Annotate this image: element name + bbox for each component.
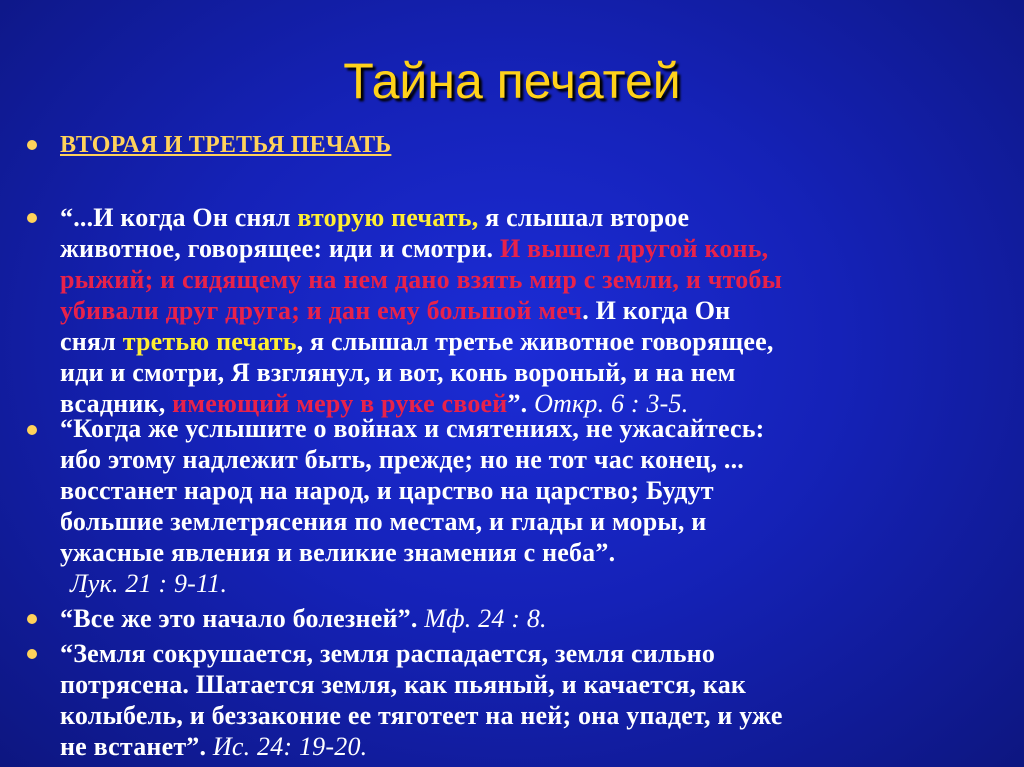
bullet-icon <box>27 614 37 624</box>
heading-text: ВТОРАЯ И ТРЕТЬЯ ПЕЧАТЬ <box>60 132 392 158</box>
paragraph-matthew <box>60 603 1010 634</box>
highlight-yellow: третью печать <box>122 327 297 356</box>
text: ”. <box>507 389 535 418</box>
text: “...И когда Он снял <box>60 203 298 232</box>
scripture-reference: Ис. 24: 19-20. <box>212 732 368 761</box>
text-line: восстанет народ на народ, и царство на царство; Будут <box>60 476 714 505</box>
text: . И когда Он <box>582 296 731 325</box>
paragraph-isaiah <box>60 638 1010 762</box>
text: я слышал второе <box>478 203 690 232</box>
text-line: колыбель, и беззаконие ее тяготеет на ней; она упадет, и уже <box>60 701 783 730</box>
scripture-reference: Лук. 21 : 9-11. <box>70 569 228 598</box>
text-line: ибо этому надлежит быть, прежде; но не тот час конец, ... <box>60 445 744 474</box>
text: не встанет”. <box>60 732 213 761</box>
slide-title: Тайна печатей <box>343 53 681 109</box>
bullet-icon <box>27 213 37 223</box>
highlight-red: имеющий меру в руке своей <box>172 389 508 418</box>
highlight-yellow: вторую печать, <box>297 203 479 232</box>
text-line: “Земля сокрушается, земля распадается, земля сильно <box>60 639 716 668</box>
paragraph-luke <box>60 413 1010 599</box>
text: иди и смотри, Я взглянул, и вот, конь вороный, и на нем <box>60 358 736 387</box>
bullet-icon <box>27 425 37 435</box>
text-line: большие землетрясения по местам, и глады и моры, и <box>60 507 707 536</box>
paragraph-revelation <box>60 202 1010 419</box>
text-line: “Когда же услышите о войнах и смятениях, не ужасайтесь: <box>60 414 765 443</box>
text-line: ужасные явления и великие знамения с неба”. <box>60 538 616 567</box>
text: снял <box>60 327 123 356</box>
scripture-reference: Откр. 6 : 3-5. <box>534 389 689 418</box>
highlight-red: убивали друг друга; и дан ему большой меч <box>60 296 583 325</box>
section-heading <box>60 128 1010 161</box>
highlight-red: рыжий; и сидящему на нем дано взять мир с земли, и чтобы <box>60 265 783 294</box>
text: всадник, <box>60 389 173 418</box>
text-line: потрясена. Шатается земля, как пьяный, и качается, как <box>60 670 747 699</box>
text: “Все же это начало болезней”. <box>60 604 425 633</box>
text: животное, говорящее: иди и смотри. <box>60 234 500 263</box>
text: , я слышал третье животное говорящее, <box>296 327 774 356</box>
bullet-icon <box>27 140 37 150</box>
bullet-icon <box>27 649 37 659</box>
highlight-red: И вышел другой конь, <box>499 234 769 263</box>
scripture-reference: Мф. 24 : 8. <box>424 604 547 633</box>
